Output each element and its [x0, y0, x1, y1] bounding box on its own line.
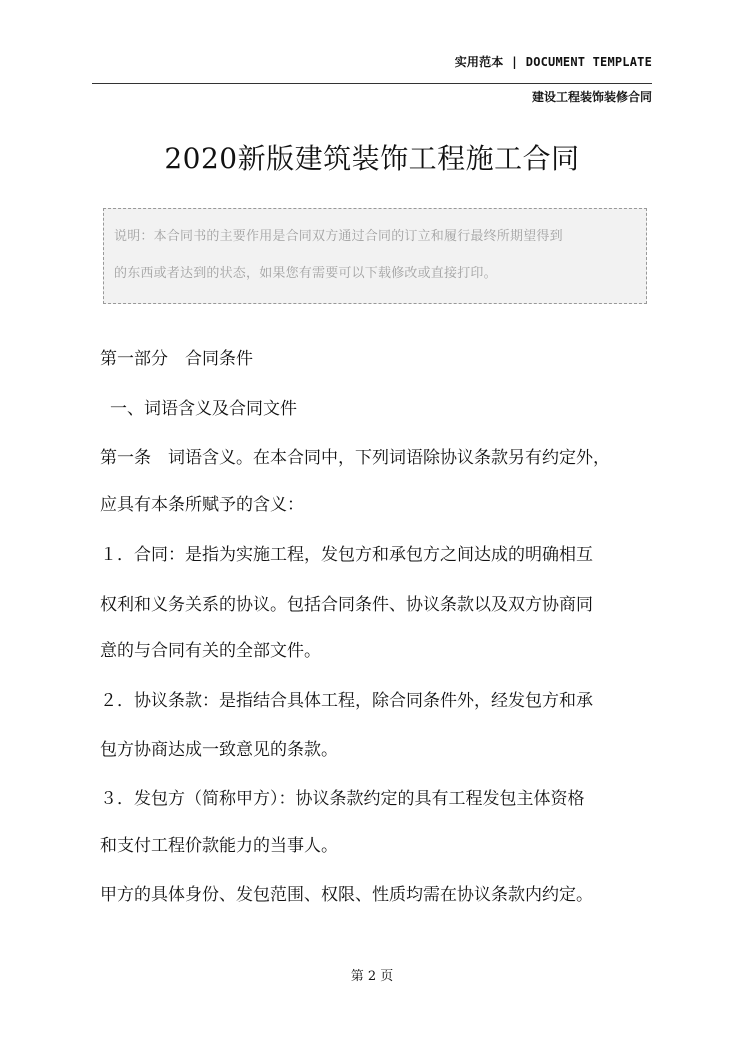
document-title: 2020新版建筑装饰工程施工合同	[164, 142, 580, 175]
body-line: 权利和义务关系的协议。包括合同条件、协议条款以及双方协商同	[100, 595, 593, 615]
body-line: 和支付工程价款能力的当事人。	[100, 836, 338, 856]
header-document-template-label: 实用范本 | DOCUMENT TEMPLATE	[454, 55, 652, 69]
header-divider	[92, 83, 652, 84]
body-line: 意的与合同有关的全部文件。	[100, 641, 321, 661]
section-heading: 一、词语含义及合同文件	[110, 399, 297, 419]
note-line-2: 的东西或者达到的状态，如果您有需要可以下载修改或直接打印。	[114, 266, 497, 281]
body-line: 应具有本条所赋予的含义：	[100, 495, 304, 515]
header-contract-category: 建设工程装饰装修合同	[531, 90, 652, 104]
body-line: 第一条 词语含义。在本合同中，下列词语除协议条款另有约定外，	[100, 448, 610, 468]
body-line: ３．发包方（简称甲方）：协议条款约定的具有工程发包主体资格	[100, 789, 585, 809]
description-note-box	[103, 208, 647, 304]
body-line: ２．协议条款：是指结合具体工程，除合同条件外，经发包方和承	[100, 691, 593, 711]
page-number: 第 2 页	[350, 969, 394, 984]
body-line: １．合同：是指为实施工程，发包方和承包方之间达成的明确相互	[100, 545, 593, 565]
body-line: 甲方的具体身份、发包范围、权限、性质均需在协议条款内约定。	[100, 885, 593, 905]
body-line: 包方协商达成一致意见的条款。	[100, 740, 338, 760]
part-heading: 第一部分 合同条件	[100, 349, 253, 369]
note-line-1: 说明：本合同书的主要作用是合同双方通过合同的订立和履行最终所期望得到	[114, 229, 563, 244]
